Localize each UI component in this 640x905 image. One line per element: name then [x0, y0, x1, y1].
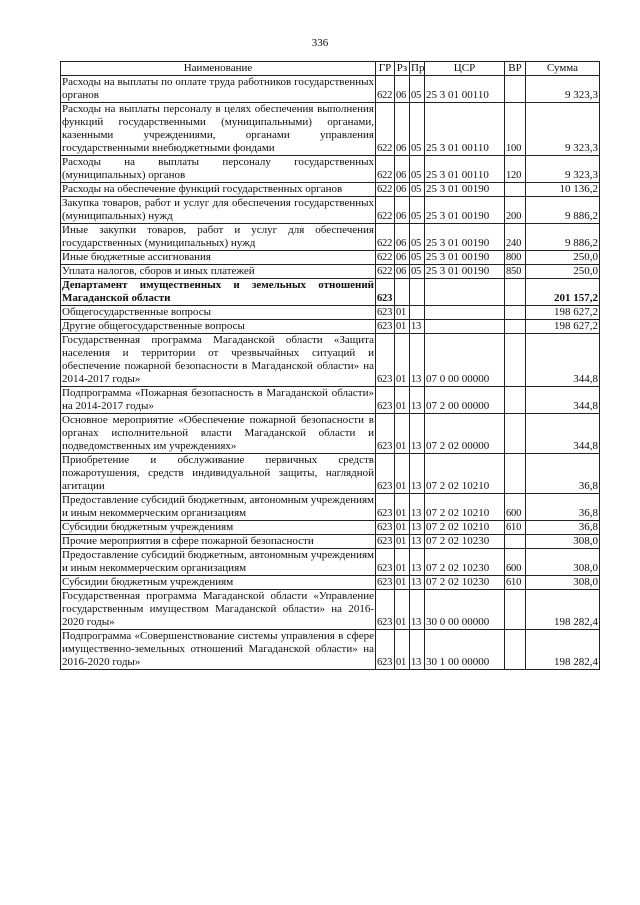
cell-rz: 01	[395, 590, 410, 630]
cell-csr: 25 3 01 00110	[425, 76, 505, 103]
cell-sum: 344,8	[526, 387, 600, 414]
cell-csr: 07 2 02 10230	[425, 549, 505, 576]
cell-pr: 13	[410, 320, 425, 334]
cell-csr: 25 3 01 00190	[425, 224, 505, 251]
cell-vr: 800	[505, 251, 526, 265]
cell-gr: 623	[376, 590, 395, 630]
cell-pr: 13	[410, 387, 425, 414]
cell-name: Субсидии бюджетным учреждениям	[61, 576, 376, 590]
cell-pr: 13	[410, 549, 425, 576]
table-row	[61, 156, 600, 183]
cell-gr: 623	[376, 521, 395, 535]
cell-name: Основное мероприятие «Обеспечение пожарной безопасности в органах исполнительной власти Магаданской области и подведомственных им учреждениях»	[62, 414, 374, 452]
cell-sum: 36,8	[526, 494, 600, 521]
cell-pr: 13	[410, 576, 425, 590]
cell-vr: 240	[505, 224, 526, 251]
cell-name: Субсидии бюджетным учреждениям	[61, 521, 376, 535]
cell-pr	[410, 279, 425, 306]
table-row	[61, 630, 600, 670]
cell-rz: 06	[395, 103, 410, 156]
cell-rz: 01	[395, 320, 410, 334]
cell-gr: 623	[376, 306, 395, 320]
cell-pr: 13	[410, 521, 425, 535]
cell-csr: 25 3 01 00190	[425, 251, 505, 265]
cell-pr: 13	[410, 590, 425, 630]
cell-rz: 06	[395, 156, 410, 183]
cell-sum: 9 886,2	[526, 224, 600, 251]
table-row	[61, 521, 600, 535]
header-gr: ГР	[376, 62, 395, 76]
cell-gr: 623	[376, 334, 395, 387]
table-row	[61, 265, 600, 279]
cell-vr	[505, 306, 526, 320]
cell-sum: 344,8	[526, 414, 600, 454]
cell-vr	[505, 590, 526, 630]
cell-pr: 05	[410, 156, 425, 183]
cell-name: Расходы на выплаты по оплате труда работников государственных органов	[62, 76, 374, 101]
cell-csr: 07 2 02 00000	[425, 414, 505, 454]
table-row	[61, 224, 600, 251]
cell-name: Расходы на выплаты персоналу государственных (муниципальных) органов	[62, 156, 374, 181]
cell-rz: 01	[395, 334, 410, 387]
cell-sum: 344,8	[526, 334, 600, 387]
cell-rz: 01	[395, 521, 410, 535]
cell-rz: 01	[395, 414, 410, 454]
cell-sum: 198 282,4	[526, 590, 600, 630]
cell-sum: 36,8	[526, 521, 600, 535]
cell-pr: 05	[410, 265, 425, 279]
cell-rz: 06	[395, 265, 410, 279]
table-row	[61, 590, 600, 630]
table-row	[61, 320, 600, 334]
cell-csr: 25 3 01 00190	[425, 183, 505, 197]
cell-vr: 610	[505, 576, 526, 590]
cell-pr	[410, 306, 425, 320]
cell-pr: 13	[410, 414, 425, 454]
table-row	[61, 251, 600, 265]
cell-sum: 198 282,4	[526, 630, 600, 670]
cell-gr: 622	[376, 183, 395, 197]
cell-vr	[505, 535, 526, 549]
cell-csr: 07 2 00 00000	[425, 387, 505, 414]
cell-gr: 623	[376, 549, 395, 576]
cell-pr: 05	[410, 76, 425, 103]
cell-name: Расходы на обеспечение функций государственных органов	[61, 183, 376, 197]
cell-name: Подпрограмма «Пожарная безопасность в Магаданской области» на 2014-2017 годы»	[62, 387, 374, 412]
cell-gr: 622	[376, 251, 395, 265]
table-row	[61, 103, 600, 156]
header-vr: ВР	[505, 62, 526, 76]
cell-vr	[505, 414, 526, 454]
cell-csr	[425, 306, 505, 320]
cell-rz: 01	[395, 576, 410, 590]
cell-name: Иные бюджетные ассигнования	[61, 251, 376, 265]
cell-gr: 622	[376, 156, 395, 183]
cell-pr: 13	[410, 454, 425, 494]
cell-gr: 623	[376, 494, 395, 521]
table-row	[61, 334, 600, 387]
table-row	[61, 306, 600, 320]
cell-sum: 9 323,3	[526, 103, 600, 156]
cell-sum: 250,0	[526, 251, 600, 265]
cell-name: Предоставление субсидий бюджетным, автономным учреждениям и иным некоммерческим организациям	[62, 549, 374, 574]
cell-name: Государственная программа Магаданской области «Защита населения и территории от чрезвычайных ситуаций и обеспечение пожарной безопасности в Магаданской области» на 2014-2017 годы»	[62, 334, 374, 385]
cell-vr: 100	[505, 103, 526, 156]
table-row	[61, 576, 600, 590]
cell-name: Общегосударственные вопросы	[61, 306, 376, 320]
cell-rz: 01	[395, 630, 410, 670]
table-row	[61, 414, 600, 454]
cell-csr: 25 3 01 00110	[425, 103, 505, 156]
cell-vr	[505, 630, 526, 670]
cell-gr: 622	[376, 197, 395, 224]
table-body	[61, 76, 600, 670]
cell-pr: 13	[410, 535, 425, 549]
cell-csr: 07 2 02 10210	[425, 494, 505, 521]
cell-vr: 600	[505, 549, 526, 576]
cell-sum: 36,8	[526, 454, 600, 494]
cell-rz: 01	[395, 454, 410, 494]
cell-pr: 05	[410, 197, 425, 224]
cell-name: Расходы на выплаты персоналу в целях обеспечения выполнения функций государственными (муниципальными) органами, казенными учреждениями, органами управления государственными внебюджетными фондами	[62, 103, 374, 154]
cell-pr: 05	[410, 103, 425, 156]
cell-csr: 07 0 00 00000	[425, 334, 505, 387]
cell-csr: 07 2 02 10230	[425, 535, 505, 549]
table-row	[61, 197, 600, 224]
cell-sum: 308,0	[526, 535, 600, 549]
cell-csr: 30 0 00 00000	[425, 590, 505, 630]
table-row	[61, 454, 600, 494]
page-number: 336	[311, 37, 329, 49]
cell-gr: 623	[376, 454, 395, 494]
budget-table	[60, 61, 600, 670]
cell-gr: 622	[376, 76, 395, 103]
cell-rz: 01	[395, 387, 410, 414]
header-csr: ЦСР	[425, 62, 505, 76]
cell-gr: 623	[376, 576, 395, 590]
cell-sum: 9 886,2	[526, 197, 600, 224]
cell-pr: 13	[410, 630, 425, 670]
cell-rz: 06	[395, 197, 410, 224]
cell-vr	[505, 279, 526, 306]
cell-csr: 25 3 01 00110	[425, 156, 505, 183]
cell-csr	[425, 279, 505, 306]
cell-vr	[505, 387, 526, 414]
cell-sum: 9 323,3	[526, 76, 600, 103]
cell-name: Государственная программа Магаданской области «Управление государственным имуществом Магаданской области» на 2016-2020 годы»	[62, 590, 374, 628]
cell-vr: 850	[505, 265, 526, 279]
cell-vr	[505, 183, 526, 197]
cell-gr: 622	[376, 224, 395, 251]
table-row	[61, 494, 600, 521]
cell-pr: 13	[410, 494, 425, 521]
cell-sum: 308,0	[526, 576, 600, 590]
cell-vr: 600	[505, 494, 526, 521]
cell-vr: 200	[505, 197, 526, 224]
cell-pr: 05	[410, 251, 425, 265]
header-pr: Пр	[411, 62, 425, 74]
cell-sum: 9 323,3	[526, 156, 600, 183]
cell-pr: 05	[410, 183, 425, 197]
cell-csr: 07 2 02 10210	[425, 521, 505, 535]
cell-vr: 120	[505, 156, 526, 183]
table-row	[61, 76, 600, 103]
cell-gr: 623	[376, 320, 395, 334]
cell-rz: 06	[395, 224, 410, 251]
cell-gr: 622	[376, 103, 395, 156]
cell-vr	[505, 320, 526, 334]
cell-csr: 25 3 01 00190	[425, 197, 505, 224]
cell-rz: 06	[395, 251, 410, 265]
cell-rz: 01	[395, 535, 410, 549]
cell-gr: 622	[376, 265, 395, 279]
header-rz: Рз	[395, 62, 410, 76]
table-row	[61, 183, 600, 197]
cell-sum: 250,0	[526, 265, 600, 279]
table-header-row	[61, 62, 600, 76]
header-sum: Сумма	[526, 62, 600, 76]
cell-rz: 01	[395, 306, 410, 320]
cell-rz	[395, 279, 410, 306]
cell-name: Уплата налогов, сборов и иных платежей	[61, 265, 376, 279]
cell-gr: 623	[376, 414, 395, 454]
cell-rz: 06	[395, 183, 410, 197]
cell-name: Другие общегосударственные вопросы	[61, 320, 376, 334]
cell-sum: 201 157,2	[526, 279, 600, 306]
table-row	[61, 535, 600, 549]
cell-name: Иные закупки товаров, работ и услуг для обеспечения государственных (муниципальных) нужд	[62, 224, 374, 249]
cell-csr: 07 2 02 10210	[425, 454, 505, 494]
cell-sum: 198 627,2	[526, 320, 600, 334]
cell-rz: 01	[395, 549, 410, 576]
header-name: Наименование	[61, 62, 376, 76]
cell-name: Департамент имущественных и земельных отношений Магаданской области	[62, 279, 374, 304]
cell-sum: 308,0	[526, 549, 600, 576]
cell-csr: 25 3 01 00190	[425, 265, 505, 279]
cell-pr: 05	[410, 224, 425, 251]
cell-rz: 06	[395, 76, 410, 103]
table-row	[61, 279, 600, 306]
cell-rz: 01	[395, 494, 410, 521]
table-row	[61, 549, 600, 576]
cell-gr: 623	[376, 279, 395, 306]
cell-gr: 623	[376, 630, 395, 670]
cell-name: Приобретение и обслуживание первичных средств пожаротушения, средств индивидуальной защиты, наглядной агитации	[62, 454, 374, 492]
cell-sum: 198 627,2	[526, 306, 600, 320]
cell-gr: 623	[376, 535, 395, 549]
cell-csr: 07 2 02 10230	[425, 576, 505, 590]
cell-gr: 623	[376, 387, 395, 414]
cell-name: Прочие мероприятия в сфере пожарной безопасности	[61, 535, 376, 549]
cell-vr	[505, 454, 526, 494]
cell-csr: 30 1 00 00000	[425, 630, 505, 670]
cell-csr	[425, 320, 505, 334]
cell-pr: 13	[410, 334, 425, 387]
cell-vr: 610	[505, 521, 526, 535]
cell-name: Подпрограмма «Совершенствование системы управления в сфере имущественно-земельных отношений Магаданской области» на 2016-2020 годы»	[62, 630, 374, 668]
cell-sum: 10 136,2	[526, 183, 600, 197]
cell-name: Закупка товаров, работ и услуг для обеспечения государственных (муниципальных) нужд	[62, 197, 374, 222]
cell-vr	[505, 76, 526, 103]
table-row	[61, 387, 600, 414]
cell-vr	[505, 334, 526, 387]
cell-name: Предоставление субсидий бюджетным, автономным учреждениям и иным некоммерческим организациям	[62, 494, 374, 519]
